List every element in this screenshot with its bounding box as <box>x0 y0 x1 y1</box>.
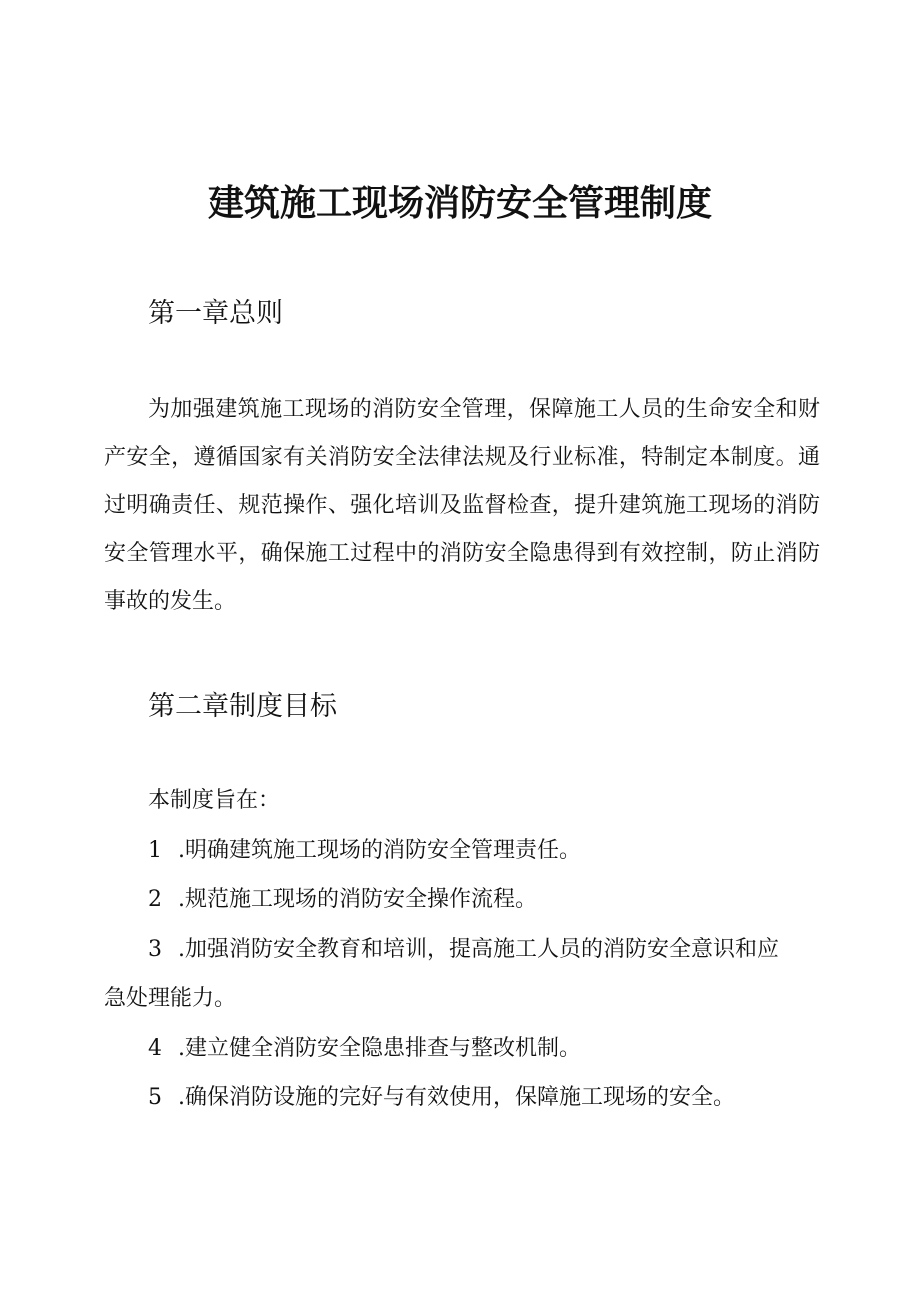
list-item-number: 1 <box>148 838 162 863</box>
list-item <box>148 1025 864 1073</box>
chapter-2-heading: 第二章制度目标 <box>148 691 337 722</box>
list-item <box>148 1074 864 1122</box>
list-item-text: .明确建筑施工现场的消防安全管理责任。 <box>178 838 581 863</box>
list-item <box>148 926 864 974</box>
list-item-number: 5 <box>148 1085 162 1110</box>
list-item-text: .确保消防设施的完好与有效使用，保障施工现场的安全。 <box>178 1085 735 1110</box>
list-item <box>148 827 864 875</box>
chapter-1-heading: 第一章总则 <box>148 298 283 329</box>
list-item-text: .加强消防安全教育和培训，提高施工人员的消防安全意识和应 <box>178 937 779 962</box>
list-item-number: 4 <box>148 1036 162 1061</box>
list-item <box>148 876 864 924</box>
document-title: 建筑施工现场消防安全管理制度 <box>207 183 712 224</box>
list-item-text: .建立健全消防安全隐患排查与整改机制。 <box>178 1036 581 1061</box>
list-item-number: 2 <box>148 887 162 912</box>
list-item-number: 3 <box>148 937 162 962</box>
chapter-1-paragraph: 为加强建筑施工现场的消防安全管理，保障施工人员的生命安全和财产安全，遵循国家有关消防安全法律法规及行业标准，特制定本制度。通过明确责任、规范操作、强化培训及监督检查，提升建筑施工现场的消防安全管理水平，确保施工过程中的消防安全隐患得到有效控制，防止消防事故的发生。 <box>104 397 820 614</box>
list-item-continuation: 急处理能力。 <box>104 986 237 1011</box>
chapter-2-intro: 本制度旨在： <box>148 788 281 813</box>
list-item-text: .规范施工现场的消防安全操作流程。 <box>178 887 537 912</box>
